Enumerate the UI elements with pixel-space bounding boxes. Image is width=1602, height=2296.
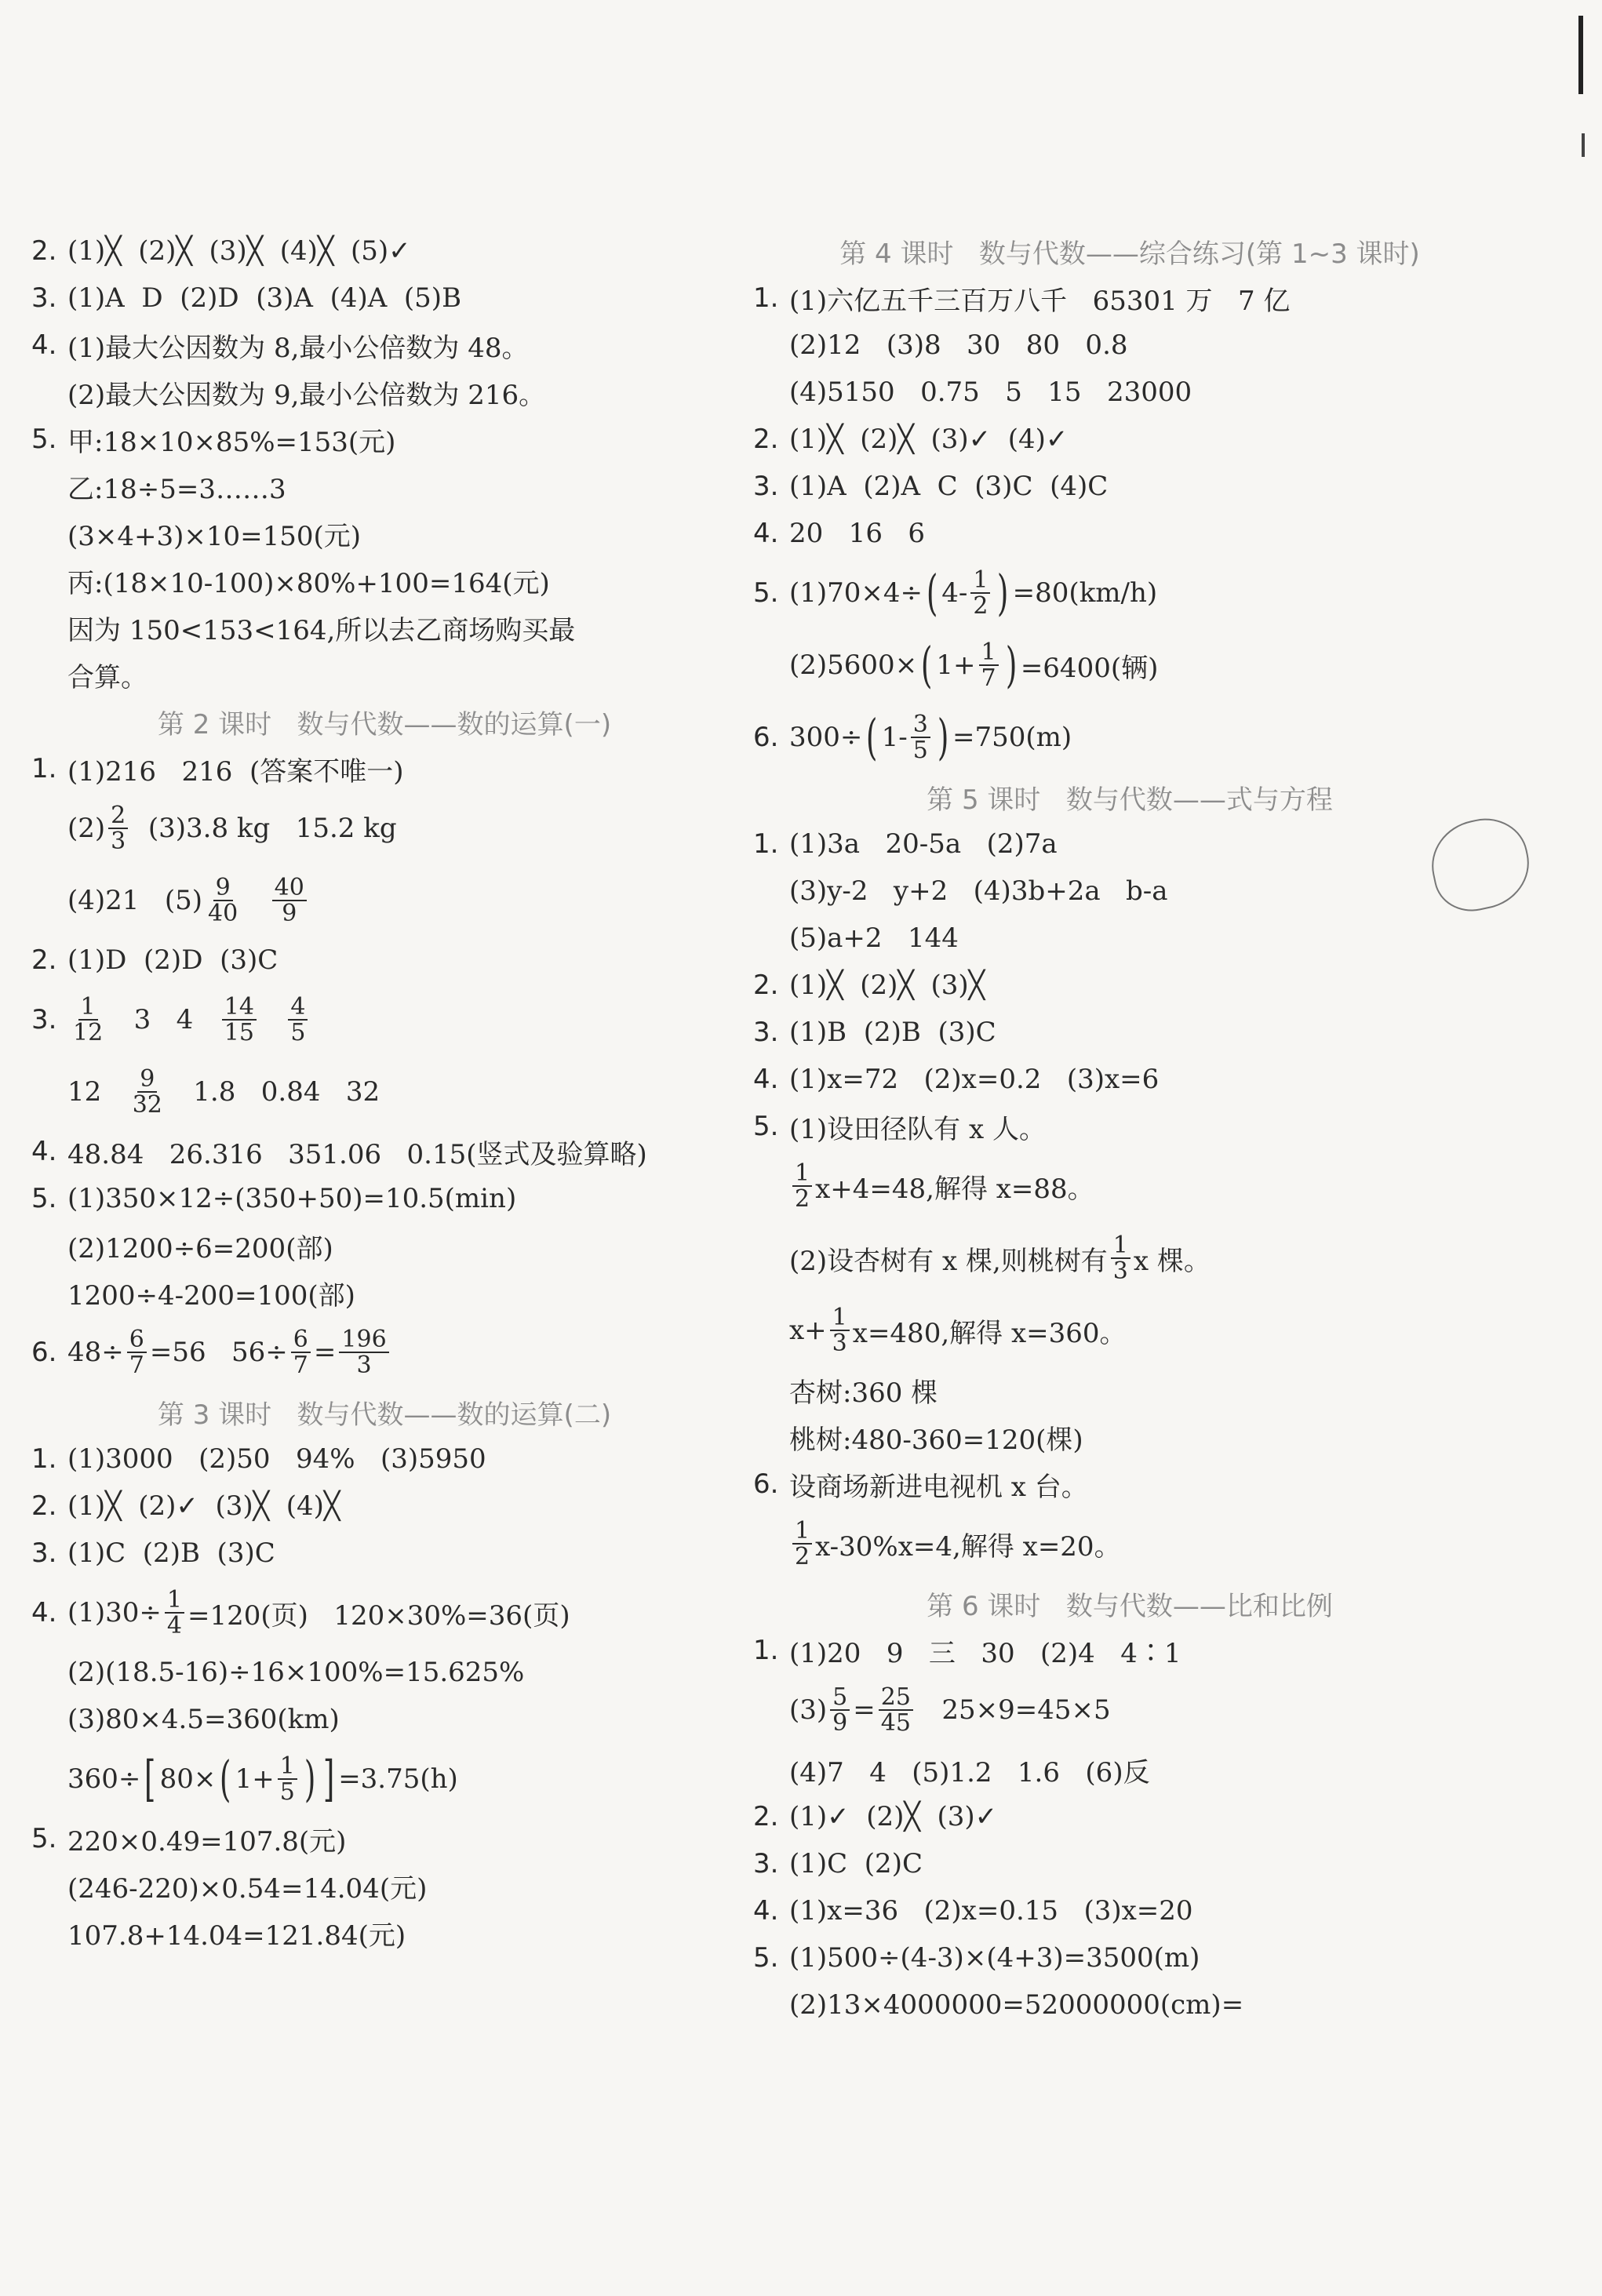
answer-line [753, 1103, 1506, 1150]
answer-line [31, 1316, 737, 1388]
fraction-denominator: 15 [224, 1019, 254, 1046]
answer-line [753, 1746, 1506, 1793]
question-number: 1. [31, 1443, 57, 1475]
large-parenthesis: ( [220, 1750, 231, 1807]
answer-line [753, 1627, 1506, 1674]
answer-text [243, 885, 268, 916]
answer-line [753, 1934, 1506, 1981]
answer-line [753, 1793, 1506, 1840]
fraction-denominator: 9 [282, 900, 297, 927]
question-number: 5. [31, 424, 57, 455]
answer-line [753, 416, 1506, 463]
fraction [1111, 1233, 1131, 1284]
answer-text: (1)A D (2)D (3)A (4)A (5)B [67, 282, 462, 314]
answer-text: =56 56÷ [149, 1337, 288, 1368]
fraction-numerator: 14 [222, 995, 257, 1021]
fraction-numerator: 1 [970, 568, 990, 595]
fraction [291, 1327, 311, 1378]
question-number: 5. [31, 1183, 57, 1214]
question-number: 4. [753, 1064, 779, 1095]
fraction-numerator: 5 [830, 1685, 850, 1712]
answer-text: (4)7 4 (5)1.2 1.6 (6)反 [789, 1756, 1150, 1788]
scan-edge-mark [1582, 133, 1585, 157]
answer-line [31, 1815, 737, 1862]
question-number: 6. [31, 1337, 57, 1368]
answer-text: 48.84 26.316 351.06 0.15(竖式及验算略) [67, 1138, 647, 1170]
fraction-numerator: 1 [78, 995, 98, 1021]
fraction-denominator: 5 [279, 1778, 295, 1806]
answer-text: 25×9=45×5 [916, 1694, 1111, 1726]
fraction-denominator: 2 [795, 1543, 810, 1570]
large-parenthesis: ( [866, 708, 878, 766]
large-bracket: [ [144, 1750, 156, 1807]
fraction-denominator: 7 [293, 1352, 308, 1379]
answer-text: (1)C (2)B (3)C [67, 1537, 275, 1569]
question-number: 3. [31, 1537, 57, 1569]
answer-text: (4)5150 0.75 5 15 23000 [789, 377, 1192, 408]
fraction-numerator: 9 [213, 875, 233, 902]
answer-line [31, 1649, 737, 1696]
question-number: 3. [753, 1017, 779, 1048]
fraction [830, 1305, 850, 1356]
answer-line [31, 227, 737, 275]
question-number: 3. [753, 1848, 779, 1879]
answer-text: (2)5600× [789, 650, 918, 681]
question-number: 3. [753, 471, 779, 502]
answer-text: (1)╳ (2)╳ (3)╳ [789, 970, 985, 1001]
fraction-denominator: 5 [290, 1019, 306, 1046]
answer-line [753, 275, 1506, 322]
fraction [278, 1754, 297, 1805]
question-number: 2. [31, 1490, 57, 1522]
question-number: 3. [31, 282, 57, 314]
answer-text: 设商场新进电视机 x 台。 [789, 1471, 1088, 1503]
answer-text: (2)13×4000000=52000000(cm)= [789, 1989, 1244, 2021]
answer-line [753, 1414, 1506, 1461]
answer-text: x=480,解得 x=360。 [852, 1317, 1127, 1349]
answer-text: =80(km/h) [1012, 577, 1158, 609]
question-number: 2. [31, 944, 57, 976]
answer-line [31, 510, 737, 557]
fraction-numerator: 6 [127, 1327, 147, 1354]
answer-text: =120(页) 120×30%=36(页) [188, 1599, 570, 1632]
question-number: 2. [31, 235, 57, 267]
fraction-denominator: 4 [166, 1612, 183, 1639]
answer-text: (2)最大公因数为 9,最小公倍数为 216。 [67, 379, 546, 411]
answer-text: 合算。 [67, 661, 147, 693]
answer-text: =3.75(h) [338, 1763, 458, 1795]
answer-text: 1.8 0.84 32 [167, 1076, 380, 1108]
answer-line [31, 557, 737, 604]
question-number: 5. [753, 1111, 779, 1142]
question-number: 4. [753, 518, 779, 549]
section-heading [31, 698, 737, 745]
question-number: 2. [753, 424, 779, 455]
fraction-numerator: 1 [979, 640, 999, 667]
question-number: 1. [753, 1635, 779, 1666]
answer-line [31, 1862, 737, 1909]
answer-line [753, 322, 1506, 369]
answer-text: = [853, 1694, 876, 1726]
section-heading-text: 第 3 课时 数与代数——数的运算(二) [157, 1399, 612, 1431]
fraction-denominator: 3 [356, 1352, 372, 1379]
fraction-denominator: 40 [208, 900, 238, 927]
question-number: 5. [31, 1823, 57, 1854]
answer-text: (1)20 9 三 30 (2)4 4∶1 [789, 1637, 1181, 1669]
answer-text: 因为 150<153<164,所以去乙商场购买最 [67, 614, 576, 646]
fraction [879, 1685, 913, 1736]
fraction-denominator: 2 [973, 592, 989, 620]
fraction-denominator: 7 [981, 664, 996, 692]
section-heading-text: 第 5 课时 数与代数——式与方程 [927, 784, 1333, 816]
answer-line [753, 557, 1506, 629]
fraction [979, 640, 999, 691]
answer-text: (1)3a 20-5a (2)7a [789, 828, 1058, 860]
section-heading [753, 1580, 1506, 1627]
fraction [127, 1327, 147, 1378]
answer-line [31, 322, 737, 369]
section-heading [753, 773, 1506, 821]
answer-line [31, 369, 737, 416]
answer-line [753, 1056, 1506, 1103]
answer-text: 300÷ [789, 722, 863, 753]
answer-text: 1+ [235, 1763, 275, 1795]
answer-line [753, 821, 1506, 868]
answer-text: (1)A (2)A C (3)C (4)C [789, 471, 1109, 502]
section-heading-text: 第 4 课时 数与代数——综合练习(第 1~3 课时) [839, 238, 1420, 270]
answer-line [31, 1696, 737, 1743]
fraction [970, 568, 990, 619]
fraction-denominator: 3 [832, 1330, 847, 1357]
fraction [911, 712, 930, 763]
fraction-denominator: 9 [832, 1709, 848, 1737]
answer-text: (2)设杏树有 x 棵,则桃树有 [789, 1245, 1108, 1277]
large-parenthesis: ) [997, 564, 1009, 621]
fraction-numerator: 4 [288, 995, 308, 1021]
answer-line [31, 745, 737, 792]
answer-text: 桃树:480-360=120(棵) [789, 1424, 1083, 1456]
fraction [71, 992, 105, 1046]
section-heading-text: 第 6 课时 数与代数——比和比例 [927, 1590, 1333, 1622]
question-number: 6. [753, 1468, 779, 1500]
answer-text: x+4=48,解得 x=88。 [815, 1173, 1094, 1205]
answer-text: 丙:(18×10-100)×80%+100=164(元) [67, 567, 550, 599]
answer-text: (3) [789, 1694, 828, 1726]
question-number: 6. [753, 722, 779, 753]
answer-line [753, 1887, 1506, 1934]
answer-line [753, 1222, 1506, 1294]
answer-line [753, 701, 1506, 773]
answer-line [753, 1009, 1506, 1056]
fraction-numerator: 9 [137, 1067, 157, 1093]
answer-line [31, 1435, 737, 1483]
answer-text: (1)350×12÷(350+50)=10.5(min) [67, 1183, 517, 1214]
fraction-numerator: 40 [272, 875, 307, 902]
question-number: 5. [753, 577, 779, 609]
answer-line [753, 1366, 1506, 1414]
answer-text: x-30%x=4,解得 x=20。 [815, 1530, 1121, 1563]
fraction [830, 1685, 850, 1736]
answer-line [31, 1222, 737, 1269]
answer-text: 12 [67, 1076, 127, 1108]
answer-text: = [313, 1337, 337, 1368]
question-number: 5. [753, 1942, 779, 1974]
fraction-denominator: 45 [880, 1709, 911, 1737]
fraction-denominator: 12 [73, 1019, 104, 1046]
answer-text: (1)3000 (2)50 94% (3)5950 [67, 1443, 486, 1475]
answer-line [753, 1150, 1506, 1222]
answer-line [753, 868, 1506, 915]
answer-text: 1- [881, 722, 908, 753]
answer-line [31, 1175, 737, 1222]
answer-line [753, 510, 1506, 557]
answer-text: x+ [789, 1315, 827, 1346]
answer-text: (3×4+3)×10=150(元) [67, 520, 362, 552]
answer-text: (1)x=72 (2)x=0.2 (3)x=6 [789, 1064, 1160, 1095]
question-number: 1. [753, 828, 779, 860]
answer-text: (246-220)×0.54=14.04(元) [67, 1872, 428, 1905]
answer-line [753, 1508, 1506, 1580]
question-number: 2. [753, 970, 779, 1001]
answer-text: 20 16 6 [789, 518, 926, 549]
answer-line [753, 1981, 1506, 2029]
answer-line [753, 1461, 1506, 1508]
answer-line [753, 962, 1506, 1009]
answer-line [31, 651, 737, 698]
large-parenthesis: ( [926, 564, 938, 621]
fraction-numerator: 196 [339, 1327, 388, 1354]
question-number: 2. [753, 1801, 779, 1832]
answer-text: (1)500÷(4-3)×(4+3)=3500(m) [789, 1942, 1200, 1974]
answer-line [31, 1056, 737, 1128]
answer-text: (1)B (2)B (3)C [789, 1017, 996, 1048]
answer-line [31, 1909, 737, 1956]
answer-text: (2) [67, 813, 106, 844]
answer-text: (1)D (2)D (3)C [67, 944, 279, 976]
answer-text: (1)C (2)C [789, 1848, 923, 1879]
answer-line [31, 1743, 737, 1815]
answer-text: (1)最大公因数为 8,最小公倍数为 48。 [67, 332, 529, 364]
answer-text: (2)(18.5-16)÷16×100%=15.625% [67, 1657, 525, 1688]
large-parenthesis: ) [937, 708, 949, 766]
answer-line [31, 937, 737, 984]
answer-text: (1)╳ (2)✓ (3)╳ (4)╳ [67, 1490, 340, 1522]
fraction-denominator: 7 [129, 1352, 144, 1379]
answer-text: 1200÷4-200=100(部) [67, 1279, 355, 1312]
answer-text: 360÷ [67, 1763, 141, 1795]
answer-line [31, 1128, 737, 1175]
answer-line [31, 604, 737, 651]
answer-line [753, 1674, 1506, 1746]
answer-text: 80× [159, 1763, 217, 1795]
section-heading [31, 1388, 737, 1435]
fraction-denominator: 32 [132, 1091, 162, 1119]
answer-line [31, 1577, 737, 1649]
answer-text: (3)80×4.5=360(km) [67, 1704, 340, 1735]
answer-line [31, 275, 737, 322]
answer-line [31, 792, 737, 864]
answer-text: (1)216 216 (答案不唯一) [67, 755, 404, 788]
answer-text [260, 1004, 285, 1035]
answer-text: (2)1200÷6=200(部) [67, 1232, 333, 1264]
question-number: 4. [753, 1895, 779, 1927]
fraction [130, 1064, 165, 1119]
fraction [165, 1585, 184, 1639]
fraction [108, 803, 128, 854]
answer-text: (1)70×4÷ [789, 577, 923, 609]
answer-text: (1)╳ (2)╳ (3)✓ (4)✓ [789, 424, 1069, 455]
question-number: 4. [31, 329, 57, 361]
fraction-numerator: 25 [879, 1685, 913, 1712]
answer-line [31, 1530, 737, 1577]
answer-text: (1)六亿五千三百万八千 65301 万 7 亿 [789, 285, 1291, 317]
answer-line [31, 984, 737, 1056]
answer-text: 1+ [936, 650, 976, 681]
fraction-numerator: 1 [792, 1161, 812, 1188]
fraction [339, 1327, 388, 1378]
answer-text: (2)12 (3)8 30 80 0.8 [789, 329, 1128, 361]
fraction-numerator: 2 [108, 803, 128, 830]
fraction-denominator: 3 [1112, 1257, 1128, 1285]
answer-column-right [753, 227, 1506, 2029]
fraction-numerator: 3 [911, 712, 930, 739]
answer-text: 48÷ [67, 1337, 124, 1368]
section-heading-text: 第 2 课时 数与代数——数的运算(一) [157, 708, 612, 740]
question-number: 1. [31, 753, 57, 784]
answer-text: 甲:18×10×85%=153(元) [67, 426, 396, 458]
fraction-denominator: 5 [912, 737, 928, 764]
large-bracket: ] [322, 1750, 335, 1807]
answer-text: (4)21 (5) [67, 885, 203, 916]
large-parenthesis: ( [921, 636, 933, 693]
answer-text: (1)30÷ [67, 1597, 162, 1628]
answer-column-left [31, 227, 737, 1956]
fraction [792, 1516, 812, 1570]
answer-text: 杏树:360 棵 [789, 1377, 938, 1409]
answer-text: (1)✓ (2)╳ (3)✓ [789, 1801, 998, 1832]
fraction [288, 992, 308, 1046]
question-number: 1. [753, 282, 779, 314]
answer-text: (1)x=36 (2)x=0.15 (3)x=20 [789, 1895, 1193, 1927]
section-heading [753, 227, 1506, 275]
answer-line [31, 416, 737, 463]
answer-text: (3)y-2 y+2 (4)3b+2a b-a [789, 875, 1168, 907]
fraction-numerator: 1 [165, 1588, 184, 1614]
answer-text: 乙:18÷5=3……3 [67, 473, 286, 505]
fraction [206, 875, 240, 926]
question-number: 4. [31, 1136, 57, 1167]
fraction-numerator: 1 [1111, 1233, 1131, 1260]
answer-text: 4- [941, 577, 968, 609]
fraction-denominator: 3 [111, 828, 126, 855]
fraction [222, 992, 257, 1046]
answer-text: 220×0.49=107.8(元) [67, 1825, 347, 1858]
answer-line [753, 463, 1506, 510]
large-parenthesis: ) [1005, 636, 1017, 693]
answer-line [753, 369, 1506, 416]
answer-text: (5)a+2 144 [789, 922, 959, 954]
scan-edge-mark [1578, 16, 1583, 94]
fraction-numerator: 1 [830, 1305, 850, 1332]
question-number: 3. [31, 1004, 57, 1035]
answer-text: (1)设田径队有 x 人。 [789, 1113, 1046, 1145]
fraction-numerator: 6 [291, 1327, 311, 1354]
answer-text: (3)3.8 kg 15.2 kg [131, 813, 397, 844]
answer-text: (1)╳ (2)╳ (3)╳ (4)╳ (5)✓ [67, 235, 411, 267]
fraction [792, 1161, 812, 1212]
answer-text: =6400(辆) [1020, 652, 1159, 684]
fraction [272, 875, 307, 926]
answer-text: x 棵。 [1133, 1245, 1211, 1277]
fraction-numerator: 1 [278, 1754, 297, 1781]
answer-line [31, 1269, 737, 1316]
question-number: 4. [31, 1597, 57, 1628]
answer-text: 107.8+14.04=121.84(元) [67, 1919, 406, 1952]
answer-line [753, 629, 1506, 701]
answer-line [31, 864, 737, 937]
answer-line [753, 915, 1506, 962]
answer-text: =750(m) [952, 722, 1072, 753]
answer-text: 3 4 [108, 1004, 219, 1035]
answer-line [31, 1483, 737, 1530]
answer-line [753, 1294, 1506, 1366]
answer-line [31, 463, 737, 510]
large-parenthesis: ) [304, 1750, 316, 1807]
fraction-numerator: 1 [792, 1519, 812, 1545]
fraction-denominator: 2 [795, 1185, 810, 1213]
answer-line [753, 1840, 1506, 1887]
